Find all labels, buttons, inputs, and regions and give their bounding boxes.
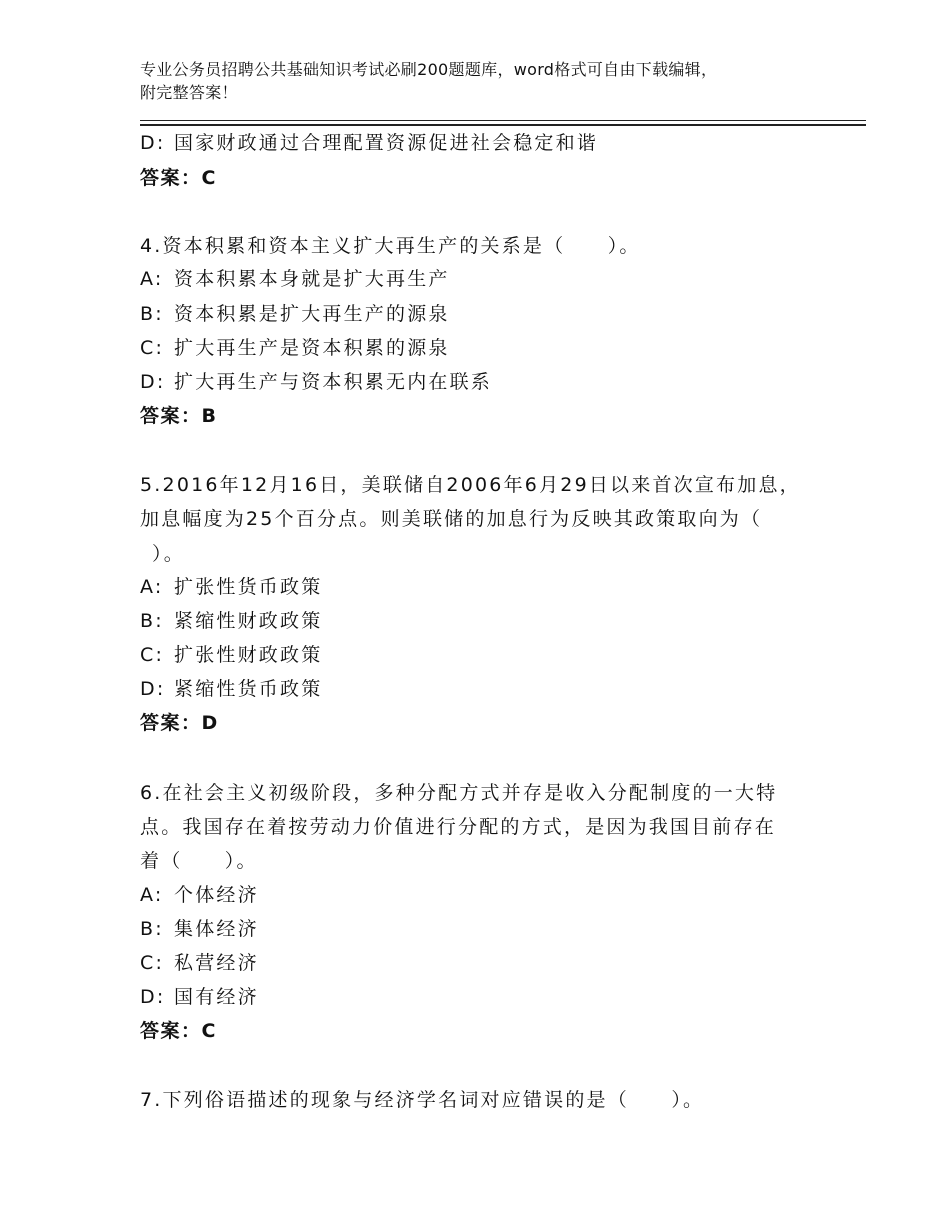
question-6-stem-line-1: 6.在社会主义初级阶段，多种分配方式并存是收入分配制度的一大特 — [140, 782, 778, 804]
question-5-option-d — [140, 675, 322, 703]
question-5-stem-line-3: ）。 — [152, 543, 185, 565]
option-label: D: — [140, 986, 166, 1008]
option-text: 资本积累本身就是扩大再生产 — [174, 268, 450, 290]
question-5-stem-line-2: 加息幅度为25个百分点。则美联储的加息行为反映其政策取向为（ — [140, 508, 763, 530]
option-label: D: — [140, 132, 166, 154]
option-label: A: — [140, 576, 164, 598]
question-6-option-b — [140, 915, 259, 943]
question-5-answer: 答案：D — [140, 712, 219, 734]
question-5-option-a — [140, 573, 322, 601]
option-label: A: — [140, 884, 164, 906]
option-d-prev — [140, 129, 598, 157]
header-line-1: 专业公务员招聘公共基础知识考试必刷200题题库，word格式可自由下载编辑， — [140, 60, 718, 79]
option-text: 国家财政通过合理配置资源促进社会稳定和谐 — [174, 132, 599, 154]
option-label: C: — [140, 644, 165, 666]
option-text: 国有经济 — [174, 986, 259, 1008]
question-4-stem: 4.资本积累和资本主义扩大再生产的关系是（ ）。 — [140, 235, 641, 257]
option-text: 紧缩性货币政策 — [174, 678, 323, 700]
option-label: C: — [140, 337, 165, 359]
question-7-stem: 7.下列俗语描述的现象与经济学名词对应错误的是（ ）。 — [140, 1089, 705, 1111]
question-4-option-b — [140, 300, 450, 328]
answer-prev: 答案：C — [140, 167, 217, 189]
option-text: 集体经济 — [174, 918, 259, 940]
option-text: 扩大再生产与资本积累无内在联系 — [174, 371, 493, 393]
page-header — [140, 58, 840, 104]
header-divider-thick — [140, 124, 866, 126]
question-5-stem-line-1: 5.2016年12月16日，美联储自2006年6月29日以来首次宣布加息， — [140, 474, 801, 496]
option-text: 紧缩性财政政策 — [174, 610, 323, 632]
option-text: 个体经济 — [174, 884, 259, 906]
option-label: C: — [140, 952, 165, 974]
question-6-stem-line-3: 着（ ）。 — [140, 850, 258, 872]
question-6-option-d — [140, 983, 259, 1011]
option-label: D: — [140, 678, 166, 700]
option-text: 扩大再生产是资本积累的源泉 — [174, 337, 450, 359]
question-5-option-c — [140, 641, 322, 669]
question-4-option-c — [140, 334, 450, 362]
question-5-option-b — [140, 607, 322, 635]
option-text: 私营经济 — [174, 952, 259, 974]
option-label: B: — [140, 610, 164, 632]
option-label: B: — [140, 918, 164, 940]
question-6-option-a — [140, 881, 259, 909]
option-text: 资本积累是扩大再生产的源泉 — [174, 303, 450, 325]
question-6-answer: 答案：C — [140, 1020, 217, 1042]
option-label: B: — [140, 303, 164, 325]
header-line-2: 附完整答案！ — [140, 83, 238, 102]
question-4-option-d — [140, 368, 492, 396]
option-label: D: — [140, 371, 166, 393]
question-6-stem-line-2: 点。我国存在着按劳动力价值进行分配的方式，是因为我国目前存在 — [140, 816, 777, 838]
option-label: A: — [140, 268, 164, 290]
question-4-option-a — [140, 265, 450, 293]
question-6-option-c — [140, 949, 259, 977]
option-text: 扩张性货币政策 — [174, 576, 323, 598]
option-text: 扩张性财政政策 — [174, 644, 323, 666]
header-divider-thin — [140, 120, 866, 121]
question-4-answer: 答案：B — [140, 405, 218, 427]
